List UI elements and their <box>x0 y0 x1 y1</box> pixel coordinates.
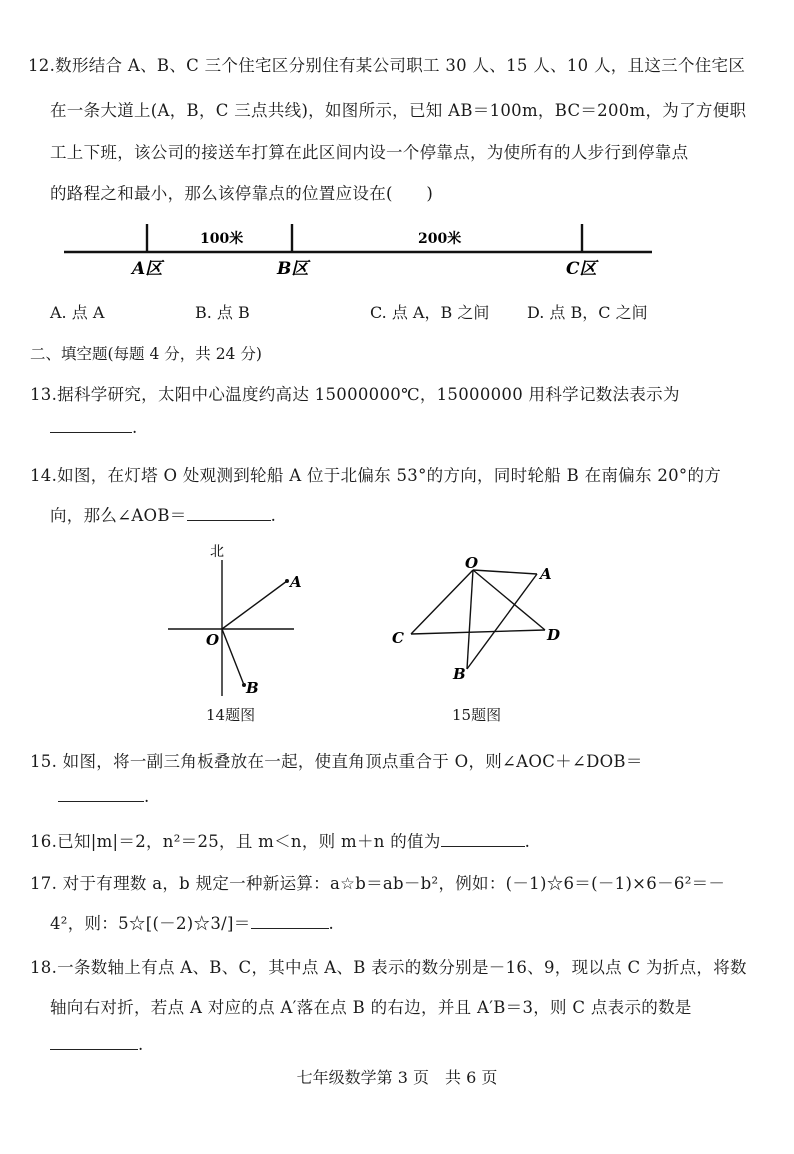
segment-ab-label: 100米 <box>200 231 244 247</box>
q13-answer-blank[interactable] <box>50 431 132 433</box>
q13-line-1: 13.据科学研究，太阳中心温度约高达 15000000℃，15000000 用科学记数法表示为 <box>30 385 680 404</box>
segment-ab <box>467 574 537 669</box>
q18-line-1: 18.一条数轴上有点 A、B、C，其中点 A、B 表示的数分别是－16、9，现以点 C 为折点，将数 <box>30 958 747 977</box>
section-2-heading: 二、填空题(每题 4 分，共 24 分) <box>30 345 262 363</box>
figure-14-caption: 14题图 <box>206 706 256 724</box>
figure-14 <box>160 538 320 698</box>
q14-line-1: 14.如图，在灯塔 O 处观测到轮船 A 位于北偏东 53°的方向，同时轮船 B 在南偏东 20°的方 <box>30 466 722 485</box>
label-o: O <box>206 631 220 649</box>
segment-od <box>473 570 545 630</box>
q17-line-1: 17. 对于有理数 a，b 规定一种新运算：a☆b＝ab－b²，例如：(－1)☆6＝(－1)×6－6²＝－ <box>30 874 726 893</box>
label-a-zone: A区 <box>132 259 163 279</box>
figure-15 <box>385 552 585 692</box>
q12-option-c: C. 点 A，B 之间 <box>370 303 490 322</box>
label-a: A <box>540 565 552 583</box>
q15-line-1: 15. 如图，将一副三角板叠放在一起，使直角顶点重合于 O，则∠AOC＋∠DOB＝ <box>30 752 643 771</box>
segment-cd <box>411 630 545 634</box>
label-b-zone: B区 <box>277 259 309 279</box>
point-a <box>285 579 289 583</box>
q17-line-2-text: 4²，则：5☆[(－2)☆3/]＝ <box>50 914 251 933</box>
q14-answer-blank[interactable] <box>187 519 271 521</box>
q16-line-1: 16.已知|m|＝2，n²＝25，且 m＜n，则 m＋n 的值为 . <box>30 832 531 851</box>
q12-option-b: B. 点 B <box>195 303 250 322</box>
q14-line-2-text: 向，那么∠AOB＝ <box>50 506 187 525</box>
q15-answer-blank[interactable] <box>58 800 144 802</box>
ray-ob <box>222 629 244 685</box>
label-c-zone: C区 <box>566 259 597 279</box>
q15-answer-line: . <box>58 787 150 806</box>
q12-option-d: D. 点 B，C 之间 <box>527 303 648 322</box>
label-d: D <box>547 626 561 644</box>
q12-line-4: 的路程之和最小，那么该停靠点的位置应设在( ) <box>50 184 434 203</box>
segment-ob <box>467 570 473 669</box>
q14-line-2: 向，那么∠AOB＝ . <box>50 506 277 525</box>
q18-answer-blank[interactable] <box>50 1048 138 1050</box>
q18-answer-line: . <box>50 1035 144 1054</box>
segment-bc-label: 200米 <box>418 231 462 247</box>
label-b: B <box>246 679 259 697</box>
q12-line-3: 工上下班，该公司的接送车打算在此区间内设一个停靠点，为使所有的人步行到停靠点 <box>50 143 689 162</box>
q13-answer-line: . <box>50 418 138 437</box>
label-c: C <box>392 629 404 647</box>
q16-text: 16.已知|m|＝2，n²＝25，且 m＜n，则 m＋n 的值为 <box>30 832 441 851</box>
q12-road-figure <box>0 214 794 294</box>
q17-line-2: 4²，则：5☆[(－2)☆3/]＝ . <box>50 914 335 933</box>
q17-answer-blank[interactable] <box>251 927 329 929</box>
q12-line-2: 在一条大道上(A，B，C 三点共线)，如图所示，已知 AB＝100m，BC＝200m，为了方便职 <box>50 101 747 120</box>
label-a: A <box>290 573 302 591</box>
label-o: O <box>465 554 479 572</box>
ray-oa <box>222 581 287 629</box>
page-footer: 七年级数学第 3 页 共 6 页 <box>296 1068 498 1087</box>
q16-answer-blank[interactable] <box>441 845 525 847</box>
q12-option-a: A. 点 A <box>50 303 105 322</box>
segment-oc <box>411 570 473 634</box>
q18-line-2: 轴向右对折，若点 A 对应的点 A′落在点 B 的右边，并且 A′B＝3，则 C 点表示的数是 <box>50 998 692 1017</box>
q12-line-1: 12.数形结合 A、B、C 三个住宅区分别住有某公司职工 30 人、15 人、10 人，且这三个住宅区 <box>28 56 746 75</box>
north-label: 北 <box>210 544 224 560</box>
label-b: B <box>453 665 466 683</box>
segment-oa <box>473 570 537 574</box>
figure-15-caption: 15题图 <box>452 706 502 724</box>
